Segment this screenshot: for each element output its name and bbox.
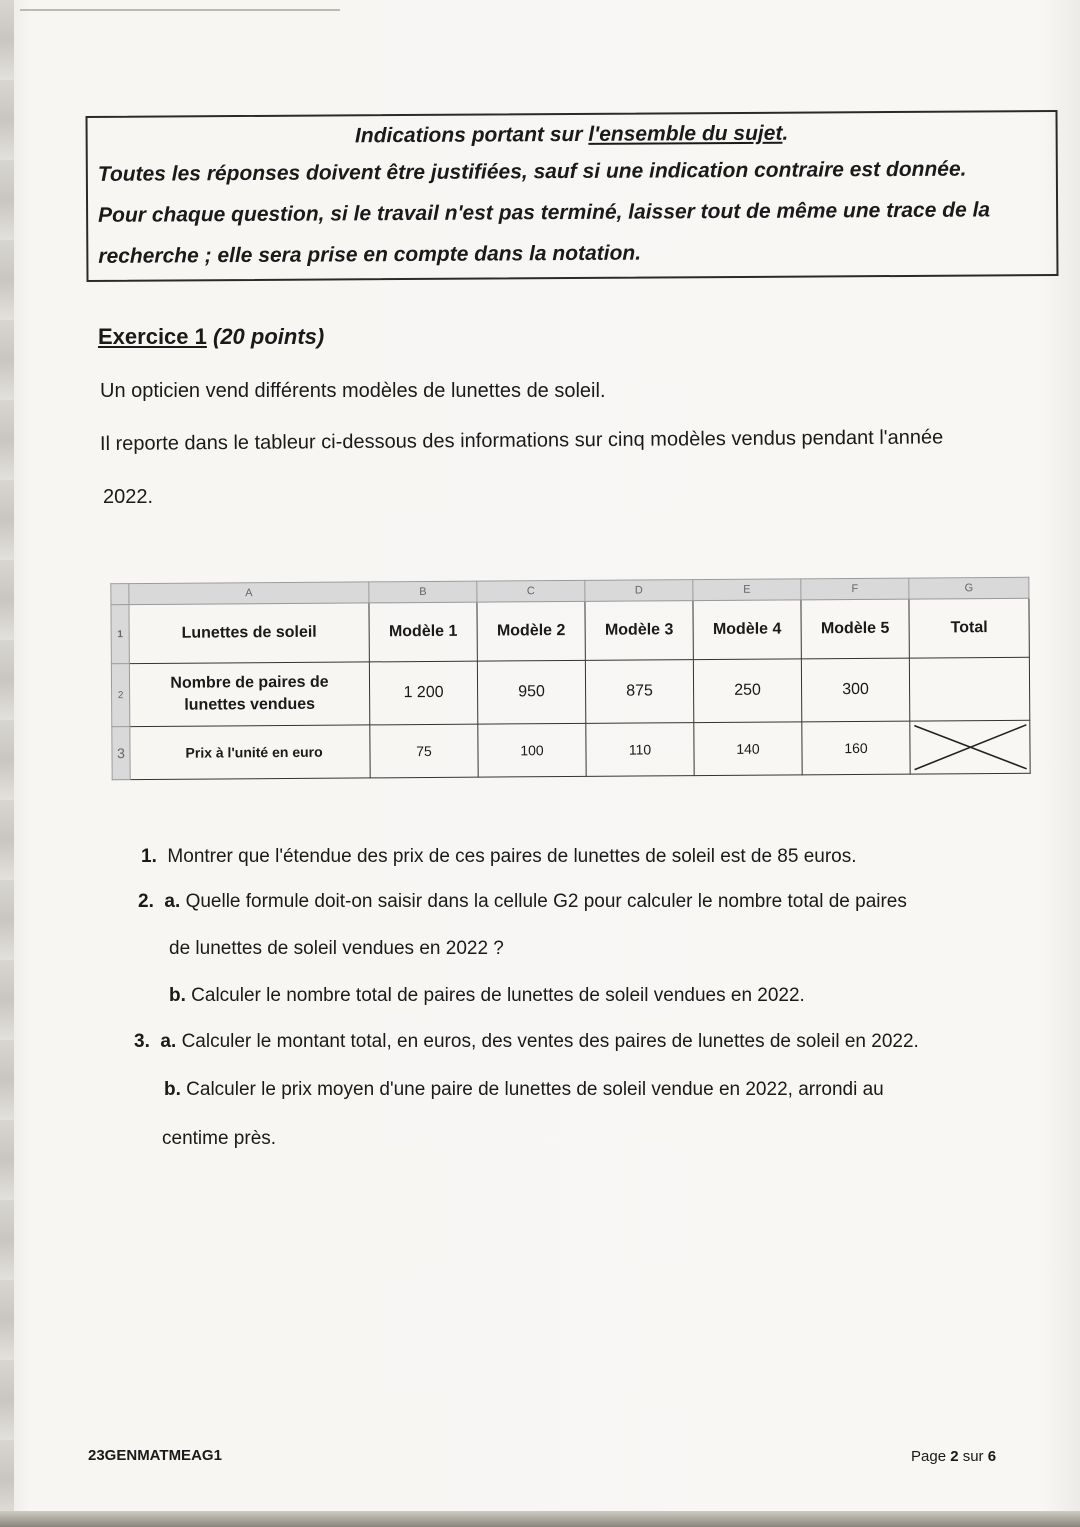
table-row [112,720,1030,779]
cell-c3: 100 [478,723,586,777]
cell-d2: 875 [585,660,693,724]
column-letter: D [585,580,693,602]
spreadsheet-table [110,577,1030,780]
cell-c1: Modèle 2 [477,601,585,661]
corner-cell [111,584,129,605]
cell-g1: Total [909,598,1029,658]
exercise-title [98,324,324,350]
cell-d3: 110 [586,723,694,777]
question-1: 1. Montrer que l'étendue des prix de ces paires de lunettes de soleil est de 85 euros. [141,846,857,867]
intro-paragraph-3: 2022. [103,486,154,508]
page-bottom-shadow [0,1511,1080,1527]
cell-d1: Modèle 3 [585,601,693,661]
cell-e2: 250 [693,659,801,723]
indications-line: Pour chaque question, si le travail n'est pas terminé, laisser tout de même une trace de la [98,198,991,227]
question-2a-continued: de lunettes de soleil vendues en 2022 ? [169,938,504,959]
exercise-name: Exercice 1 [98,324,207,349]
row-number: 3 [112,727,130,780]
indications-line: Toutes les réponses doivent être justifiées, sauf si une indication contraire est donnée. [97,157,967,186]
intro-paragraph-2: Il reporte dans le tableur ci-dessous des informations sur cinq modèles vendus pendant l'année [99,426,944,455]
cell-f2: 300 [801,658,909,722]
indications-title: Indications portant sur l'ensemble du sujet. [354,121,789,148]
cell-f3: 160 [802,721,910,775]
row-number: 2 [111,664,129,727]
indications-box [86,110,1059,282]
cell-a2: Nombre de paires de lunettes vendues [129,662,369,727]
cell-b2: 1 200 [369,661,477,725]
exercise-points: (20 points) [213,324,325,349]
cell-e3: 140 [694,722,802,776]
cell-g2-empty [909,657,1029,721]
cell-b1: Modèle 1 [369,602,477,662]
document-code: 23GENMATMEAG1 [88,1447,222,1464]
table-row [111,598,1029,663]
crossed-out-cell [910,720,1030,774]
question-3b-continued: centime près. [162,1128,277,1149]
cell-e1: Modèle 4 [693,600,801,660]
column-letter: B [369,581,477,603]
question-3b: b. Calculer le prix moyen d'une paire de lunettes de soleil vendue en 2022, arrondi au [164,1079,884,1100]
column-letter: G [909,577,1029,599]
cell-a3: Prix à l'unité en euro [130,725,370,780]
cell-a1: Lunettes de soleil [129,603,369,664]
cell-b3: 75 [370,724,478,778]
intro-paragraph-1: Un opticien vend différents modèles de lunettes de soleil. [100,380,606,402]
column-letter: C [477,580,585,602]
cell-c2: 950 [477,660,585,724]
cross-mark-icon [910,721,1030,774]
question-2b: b. Calculer le nombre total de paires de lunettes de soleil vendues en 2022. [169,985,805,1006]
question-3a: 3. a. Calculer le montant total, en euros, des ventes des paires de lunettes de soleil en 2022. [134,1031,919,1052]
column-letter: E [693,579,801,601]
column-letter: F [801,578,909,600]
question-2a: 2. a. Quelle formule doit-on saisir dans la cellule G2 pour calculer le nombre total de paires [138,891,907,912]
top-rule [20,9,340,11]
indications-line: recherche ; elle sera prise en compte dans la notation. [98,241,642,268]
spreadsheet [110,577,1029,783]
page-number: Page 2 sur 6 [911,1448,997,1465]
table-row [111,657,1029,726]
row-number: 1 [111,605,129,664]
page-left-shadow [0,0,14,1527]
cell-f1: Modèle 5 [801,599,909,659]
column-letter: A [129,582,369,605]
